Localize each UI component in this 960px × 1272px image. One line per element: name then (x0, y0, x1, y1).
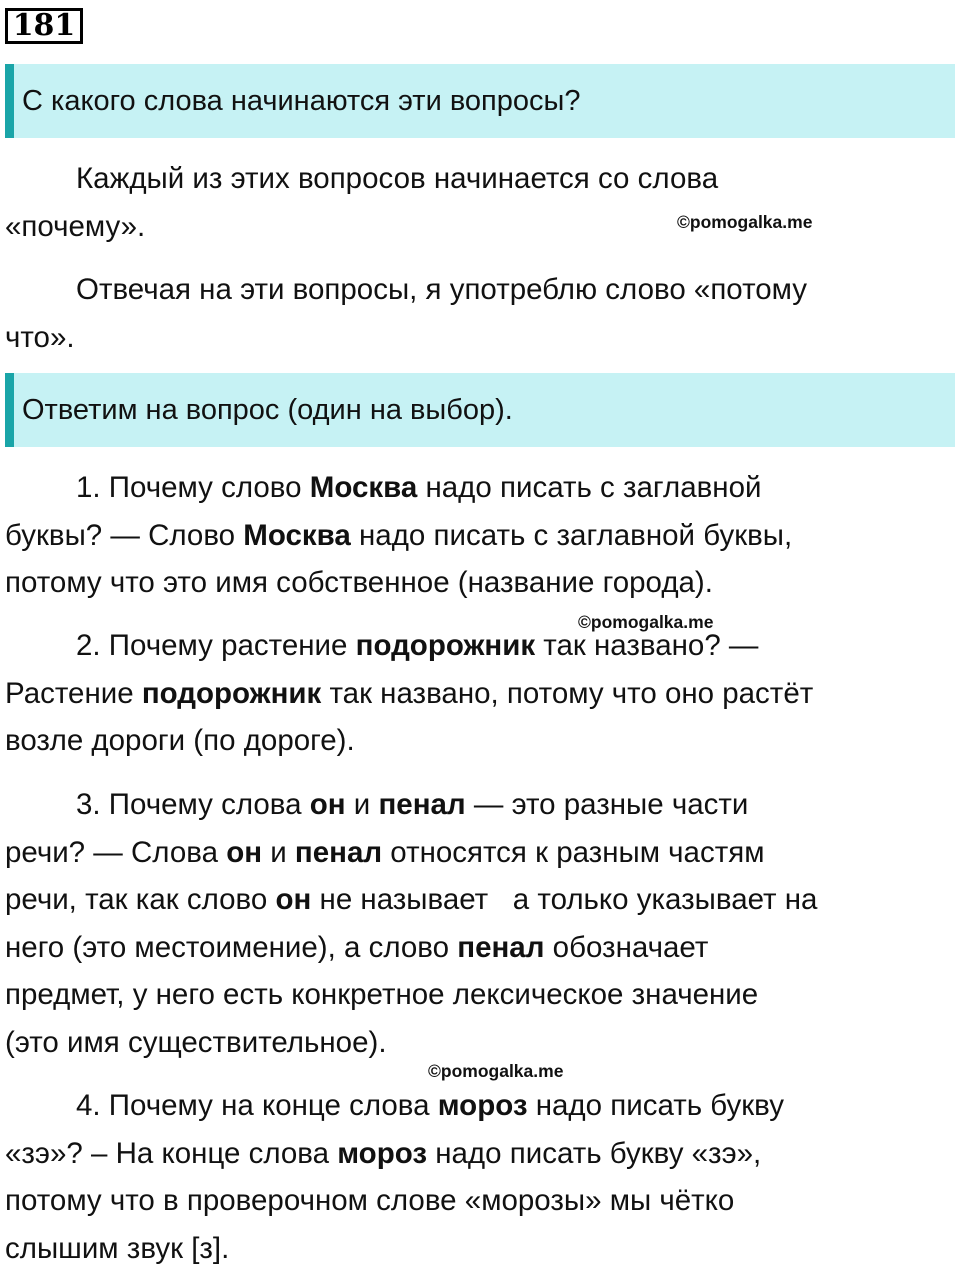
text-line: речи, так как слово он не называет а только указывает на (5, 876, 910, 924)
bold-word: мороз (438, 1089, 528, 1122)
text-line: 3. Почему слова он и пенал — это разные части (5, 781, 910, 829)
bold-word: Москва (310, 471, 418, 504)
question-banner-2: Ответим на вопрос (один на выбор). (5, 373, 955, 447)
task-number-box: 181 (5, 8, 83, 44)
text-line: 2. Почему растение подорожник так названо? — (5, 622, 910, 670)
bold-word: подорожник (142, 677, 321, 710)
answer-paragraph-2 (5, 266, 910, 361)
bold-word: пенал (295, 836, 382, 869)
bold-word: пенал (378, 788, 465, 821)
text-line: возле дороги (по дороге). (5, 717, 910, 765)
text-line: потому что это имя собственное (название города). (5, 559, 910, 607)
text-line: что». (5, 314, 910, 362)
text-line: «зэ»? – На конце слова мороз надо писать букву «зэ», (5, 1130, 910, 1178)
bold-word: подорожник (356, 629, 535, 662)
text-line: буквы? — Слово Москва надо писать с заглавной буквы, (5, 512, 910, 560)
watermark: ©pomogalka.me (578, 612, 713, 632)
answer-item-4 (5, 1082, 910, 1272)
text-line: Каждый из этих вопросов начинается со слова (5, 155, 910, 203)
text-line: потому что в проверочном слове «морозы» мы чётко (5, 1177, 910, 1225)
bold-word: он (226, 836, 262, 869)
answer-paragraph-1 (5, 155, 910, 250)
text-line: «почему». (5, 203, 910, 251)
text-line: Отвечая на эти вопросы, я употреблю слово «потому (5, 266, 910, 314)
question-banner-1: С какого слова начинаются эти вопросы? (5, 64, 955, 138)
bold-word: он (275, 883, 311, 916)
text-line: Растение подорожник так названо, потому что оно растёт (5, 670, 910, 718)
answer-item-3 (5, 781, 910, 1066)
text-line: 1. Почему слово Москва надо писать с заглавной (5, 464, 910, 512)
bold-word: Москва (243, 519, 351, 552)
text-line: предмет, у него есть конкретное лексическое значение (5, 971, 910, 1019)
watermark: ©pomogalka.me (428, 1061, 563, 1081)
text-line: речи? — Слова он и пенал относятся к разным частям (5, 829, 910, 877)
answer-item-2 (5, 622, 910, 765)
text-line: него (это местоимение), а слово пенал обозначает (5, 924, 910, 972)
answer-item-1 (5, 464, 910, 607)
text-line: (это имя существительное). (5, 1019, 910, 1067)
text-line: слышим звук [з]. (5, 1225, 910, 1272)
bold-word: мороз (337, 1137, 427, 1170)
bold-word: он (310, 788, 346, 821)
watermark: ©pomogalka.me (677, 212, 812, 232)
bold-word: пенал (457, 931, 544, 964)
text-line: 4. Почему на конце слова мороз надо писать букву (5, 1082, 910, 1130)
